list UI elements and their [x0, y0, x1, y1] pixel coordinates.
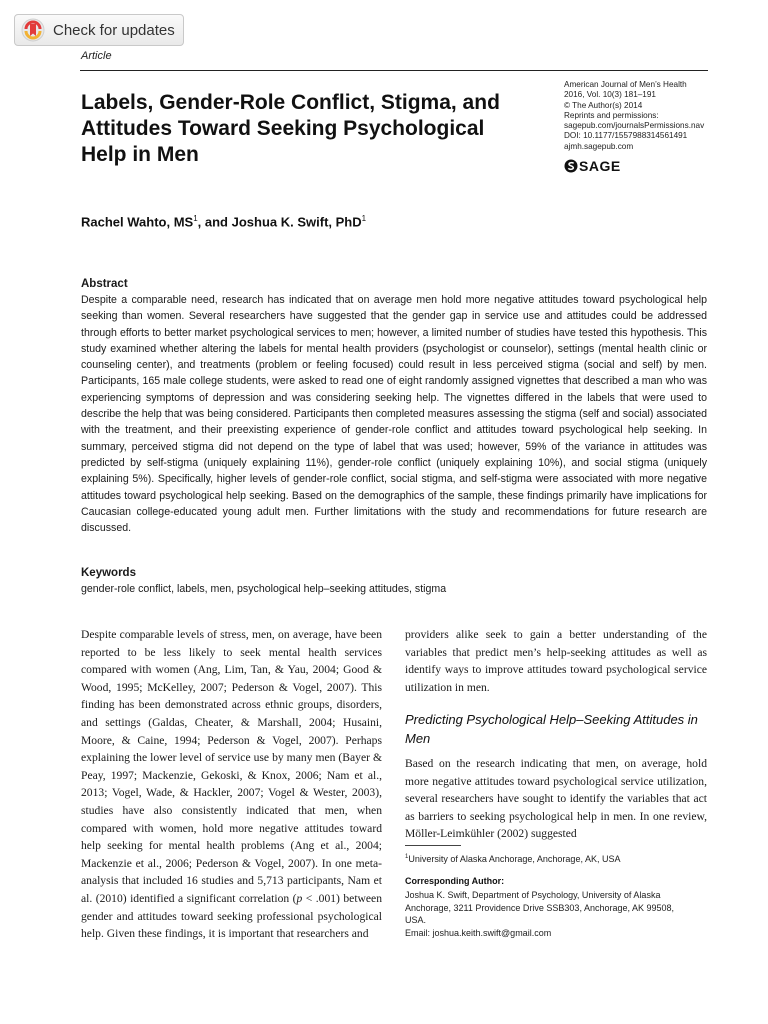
- author-connector: , and: [197, 214, 232, 230]
- check-for-updates-label: Check for updates: [53, 21, 175, 39]
- corresponding-line-3: USA.: [405, 915, 427, 926]
- body-left-column: [81, 626, 382, 943]
- body-paragraph-1a: Despite comparable levels of stress, men, on average, have been reported to be less likely to seek mental health services compared with women (Ang, Lim, Tan, & Yau, 2004; Good & Wood, 1995; McKelley, 2007; Pederson & Vogel, 2007). This finding has been demonstrated across ethnic groups, disorders, and settings (Galdas, Cheater, & Marshall, 2004; Husaini, Moore, & Caine, 1994; Pederson & Vogel, 2007). Perhaps explaining the lower level of service use by many men (Bayer & Peay, 1997; Mackenzie, Gekoski, & Knox, 2006; Nam et al., 2013; Vogel, Wade, & Hackler, 2007; Vogel & Wester, 2003), studies have also consistently indicated that men, when compared with women, hold more negative attitudes toward help seeking for mental health problems (Ang et al., 2004; Mackenzie et al., 2006; Pederson & Vogel, 2007). In one meta-analysis that included 16 studies and 5,713 participants, Nam et al. (2010) identified a significant correlation (: [81, 628, 382, 905]
- journal-volume: 2016, Vol. 10(3) 181–191: [564, 90, 656, 100]
- journal-info: [564, 80, 764, 152]
- email-link[interactable]: joshua.keith.swift@gmail.com: [432, 927, 552, 938]
- p-value-symbol: p: [296, 891, 303, 905]
- abstract-heading: Abstract: [81, 278, 128, 290]
- keywords-text: gender-role conflict, labels, men, psychological help–seeking attitudes, stigma: [81, 583, 447, 595]
- doi[interactable]: DOI: 10.1177/1557988314561491: [564, 131, 688, 141]
- footnote-marker: 1: [405, 854, 409, 860]
- publisher-name: SAGE: [579, 158, 621, 174]
- author-1: Rachel Wahto, MS: [81, 214, 194, 230]
- keywords-heading: Keywords: [81, 567, 136, 579]
- body-right-paragraph-1: providers alike seek to gain a better understanding of the variables that predict men’s help-seeking attitudes as well as identify ways to improve attitudes toward psychological service utilization in men.: [405, 628, 707, 694]
- permissions-link[interactable]: sagepub.com/journalsPermissions.nav: [564, 121, 705, 131]
- body-right-paragraph-2: Based on the research indicating that men, on average, hold more negative attitudes toward psychological service utilization, several researchers have sought to identify the variables that act as barriers to seeking psychological help in men. In one review, Möller-Leimkühler (2002) suggested: [405, 757, 707, 841]
- copyright: © The Author(s) 2014: [564, 100, 643, 110]
- affiliation-footnote: [405, 854, 620, 864]
- author-2: Joshua K. Swift, PhD: [231, 214, 362, 230]
- header-rule: [80, 70, 708, 71]
- email-line: [405, 927, 705, 940]
- corresponding-line-1: Joshua K. Swift, Department of Psychology, University of Alaska: [405, 890, 661, 900]
- body-paragraph-1b: < .001) between gender and attitudes toward seeking professional psychological help. Given these findings, it is important that researchers and: [81, 891, 382, 941]
- reprints-label: Reprints and permissions:: [564, 110, 659, 120]
- email-label: Email:: [405, 927, 433, 938]
- journal-name: American Journal of Men’s Health: [564, 80, 687, 89]
- corresponding-line-2: Anchorage, 3211 Providence Drive SSB303, Anchorage, AK 99508,: [405, 902, 675, 913]
- sage-logo: [564, 158, 621, 174]
- abstract-text: Despite a comparable need, research has indicated that on average men hold more negative attitudes toward psychological help seeking than women. Several researchers have suggested that the gender gap in service use and attitudes could be addressed through efforts to better market psychological services to men; however, a limited number of studies have tested this hypothesis. This study examined whether altering the labels for mental health providers (psychologist or counselor), settings (mental health clinic or counseling center), and treatments (problem or feeling focused) could result in less perceived stigma (social and self) by men. Participants, 165 male college students, were asked to read one of eight randomly assigned vignettes that described a man who was experiencing symptoms of depression and was considering seeking help. The vignettes differed in the labels that were used to describe the help that was being considered. Participants then completed measures assessing the stigma (self and social) associated with the treatment, and their preexisting experience of gender-role conflict and attitudes toward psychological help seeking. In summary, perceived stigma did not depend on the type of label that was used; however, 59% of the variance in attitudes was predicted by self-stigma (uniquely explaining 11%), gender-role conflict (uniquely explaining 10%), and social stigma (uniquely explaining 5%). Specifically, higher levels of gender-role conflict, social stigma, and self-stigma were associated with more negative attitudes toward psychological help seeking. Based on the demographics of the sample, these findings primarily have implications for Caucasian college-educated young adult men. Further limitations with the study and recommendations for future research are discussed.: [81, 294, 707, 535]
- footnote-rule: [405, 845, 461, 846]
- article-title: Labels, Gender-Role Conflict, Stigma, and Attitudes Toward Seeking Psychological Help in Men: [81, 91, 500, 166]
- affiliation-text: University of Alaska Anchorage, Anchorage, AK, USA: [408, 854, 621, 864]
- affiliation-marker-2: 1: [361, 214, 367, 223]
- author-line: [81, 214, 366, 229]
- corresponding-author-heading: Corresponding Author:: [405, 876, 505, 886]
- article-type: Article: [81, 50, 112, 62]
- section-heading: Predicting Psychological Help–Seeking Attitudes in Men: [405, 712, 698, 746]
- journal-url[interactable]: ajmh.sagepub.com: [564, 141, 634, 151]
- sage-logo-icon: [564, 159, 578, 173]
- check-for-updates-button[interactable]: [14, 14, 184, 46]
- corresponding-author-details: [405, 889, 705, 939]
- affiliation-marker-1: 1: [193, 214, 198, 223]
- bookmark-ribbon-icon: [21, 18, 45, 42]
